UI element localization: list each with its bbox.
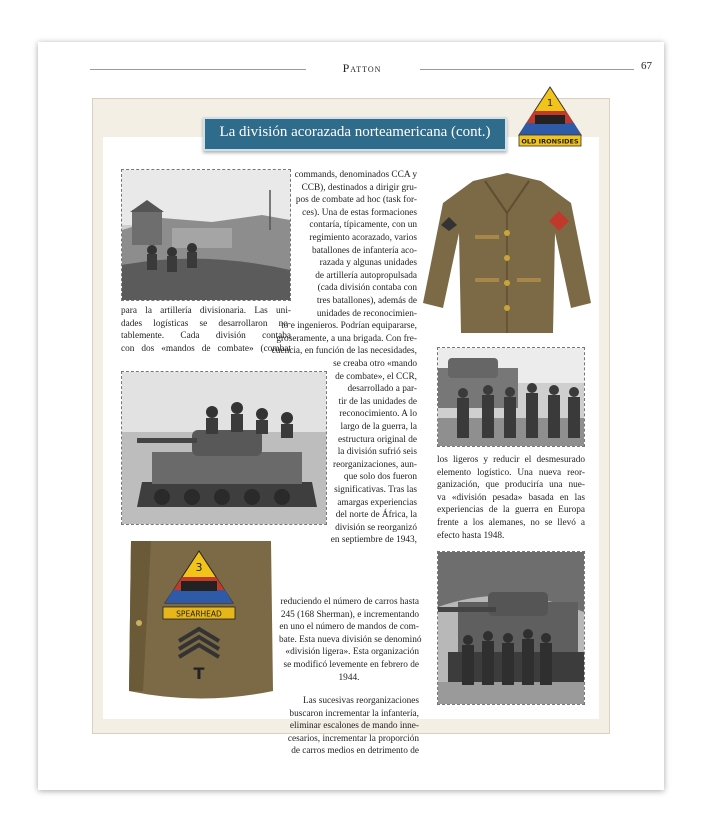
col2-top-text [283,169,417,320]
text-line: desarrollado a par- [347,384,417,395]
text-line: CCB), destinados a dirigir gru- [301,182,417,193]
text-line: experiencias de la guerra en Europa [437,505,585,516]
running-head [90,59,634,79]
text-line: (cada división contaba con [317,283,417,294]
page-number: 67 [641,60,652,72]
text-line: que solo dos fueron [343,472,417,483]
photo-soldiers-village [121,169,291,301]
text-line: largo de la guerra, la [340,421,417,432]
text-line: de carros medios en detrimento de [291,746,419,757]
text-line: buscaron incrementar la infantería, [289,708,419,719]
text-line: tir de las unidades de [338,396,417,407]
text-line: cesarios, incrementar la proporción [287,733,419,744]
text-line: contaría, típicamente, con un [309,220,417,231]
photo-crew-on-tank [437,551,585,705]
col3-text [437,454,585,542]
text-line: reorganizaciones, aun- [333,459,417,470]
text-line: batallones de infantería aco- [311,245,417,256]
photo-uniform-jacket [423,173,591,333]
text-line: pos de combate ad hoc (task for- [295,195,417,206]
text-line: para la artillería divisionaria. Las uni- [121,306,291,316]
emblem-number: 1 [546,98,554,109]
text-line: en septiembre de 1943, [330,535,417,546]
text-line: commands, denominados CCA y [294,170,417,180]
text-line: se modificó levemente en febrero de [283,659,419,670]
text-line: dades logísticas se desarrollaron no- [121,318,291,329]
content-panel [92,98,610,757]
col2-final-text [279,695,419,758]
text-line: reduciendo el número de carros hasta [280,597,419,607]
emblem-banner: OLD IRONSIDES [521,137,579,146]
text-line: en uno el número de mandos de com- [279,622,419,633]
section-title-bar [203,117,507,151]
text-line: efecto hasta 1948. [437,530,505,541]
text-line: va «división pesada» basada en las [437,492,585,503]
text-line: elemento logístico. Una nueva reor- [437,467,585,478]
patch-banner: SPEARHEAD [176,609,222,619]
text-line: to e ingenieros. Podrían equipararse, [281,321,417,331]
text-line: la división sufrió seis [337,447,417,458]
text-line: significativas. Tras las [334,484,417,495]
text-line: reconocimiento. A lo [339,409,417,420]
photo-tank-soldiers [121,371,327,525]
photo-spearhead-patch [121,541,275,701]
text-line: cuencia, en función de las necesidades, [271,346,417,357]
text-line: ces). Una de estas formaciones [302,207,417,218]
text-line: bate. Esta nueva división se denominó [279,634,422,645]
text-line: unidades de reconocimien- [316,308,417,319]
patch-number: 3 [195,561,203,574]
text-line: los ligeros y reducir el desmesurado [437,455,585,465]
text-line: Las sucesivas reorganizaciones [303,696,419,706]
header-rule-right [420,69,634,70]
col2-mid-text [329,358,417,547]
text-line: groseramente, a una brigada. Con fre- [276,333,417,344]
text-line: ganización, que produciría una nue- [437,480,585,491]
book-page [38,42,664,790]
text-line: estructura original de [338,434,417,445]
text-line: tres batallones), además de [316,295,417,306]
text-line: 1944. [338,672,360,683]
text-line: tablemente. Cada división contaba [121,331,291,342]
old-ironsides-emblem [517,85,583,147]
text-line: con dos «mandos de combate» (combat [121,343,291,354]
text-line: eliminar escalones de mando inne- [289,721,419,732]
text-line: regimiento acorazado, varios [309,232,417,243]
photo-crew-tank [437,347,585,447]
col2-bottom-text [279,596,422,684]
text-line: «división ligera». Esta organización [285,647,419,658]
text-line: del norte de África, la [335,510,417,521]
text-line: división se reorganizó [335,522,417,533]
text-line: de combate», el CCR, [335,371,417,382]
text-line: 245 (168 Sherman), e incrementando [280,609,419,620]
col2-top-wide-text [261,320,417,358]
section-title: La división acorazada norteamericana (cont.) [219,124,491,140]
running-title: Patton [342,61,382,75]
text-line: amargas experiencias [337,497,417,508]
chevron-letter: T [193,664,205,683]
text-line: razada y algunas unidades [319,258,417,269]
text-line: frente a los alemanes, no se llevó a [437,517,585,528]
text-line: se creaba otro «mando [333,359,417,369]
text-line: de artillería autopropulsada [315,270,417,281]
